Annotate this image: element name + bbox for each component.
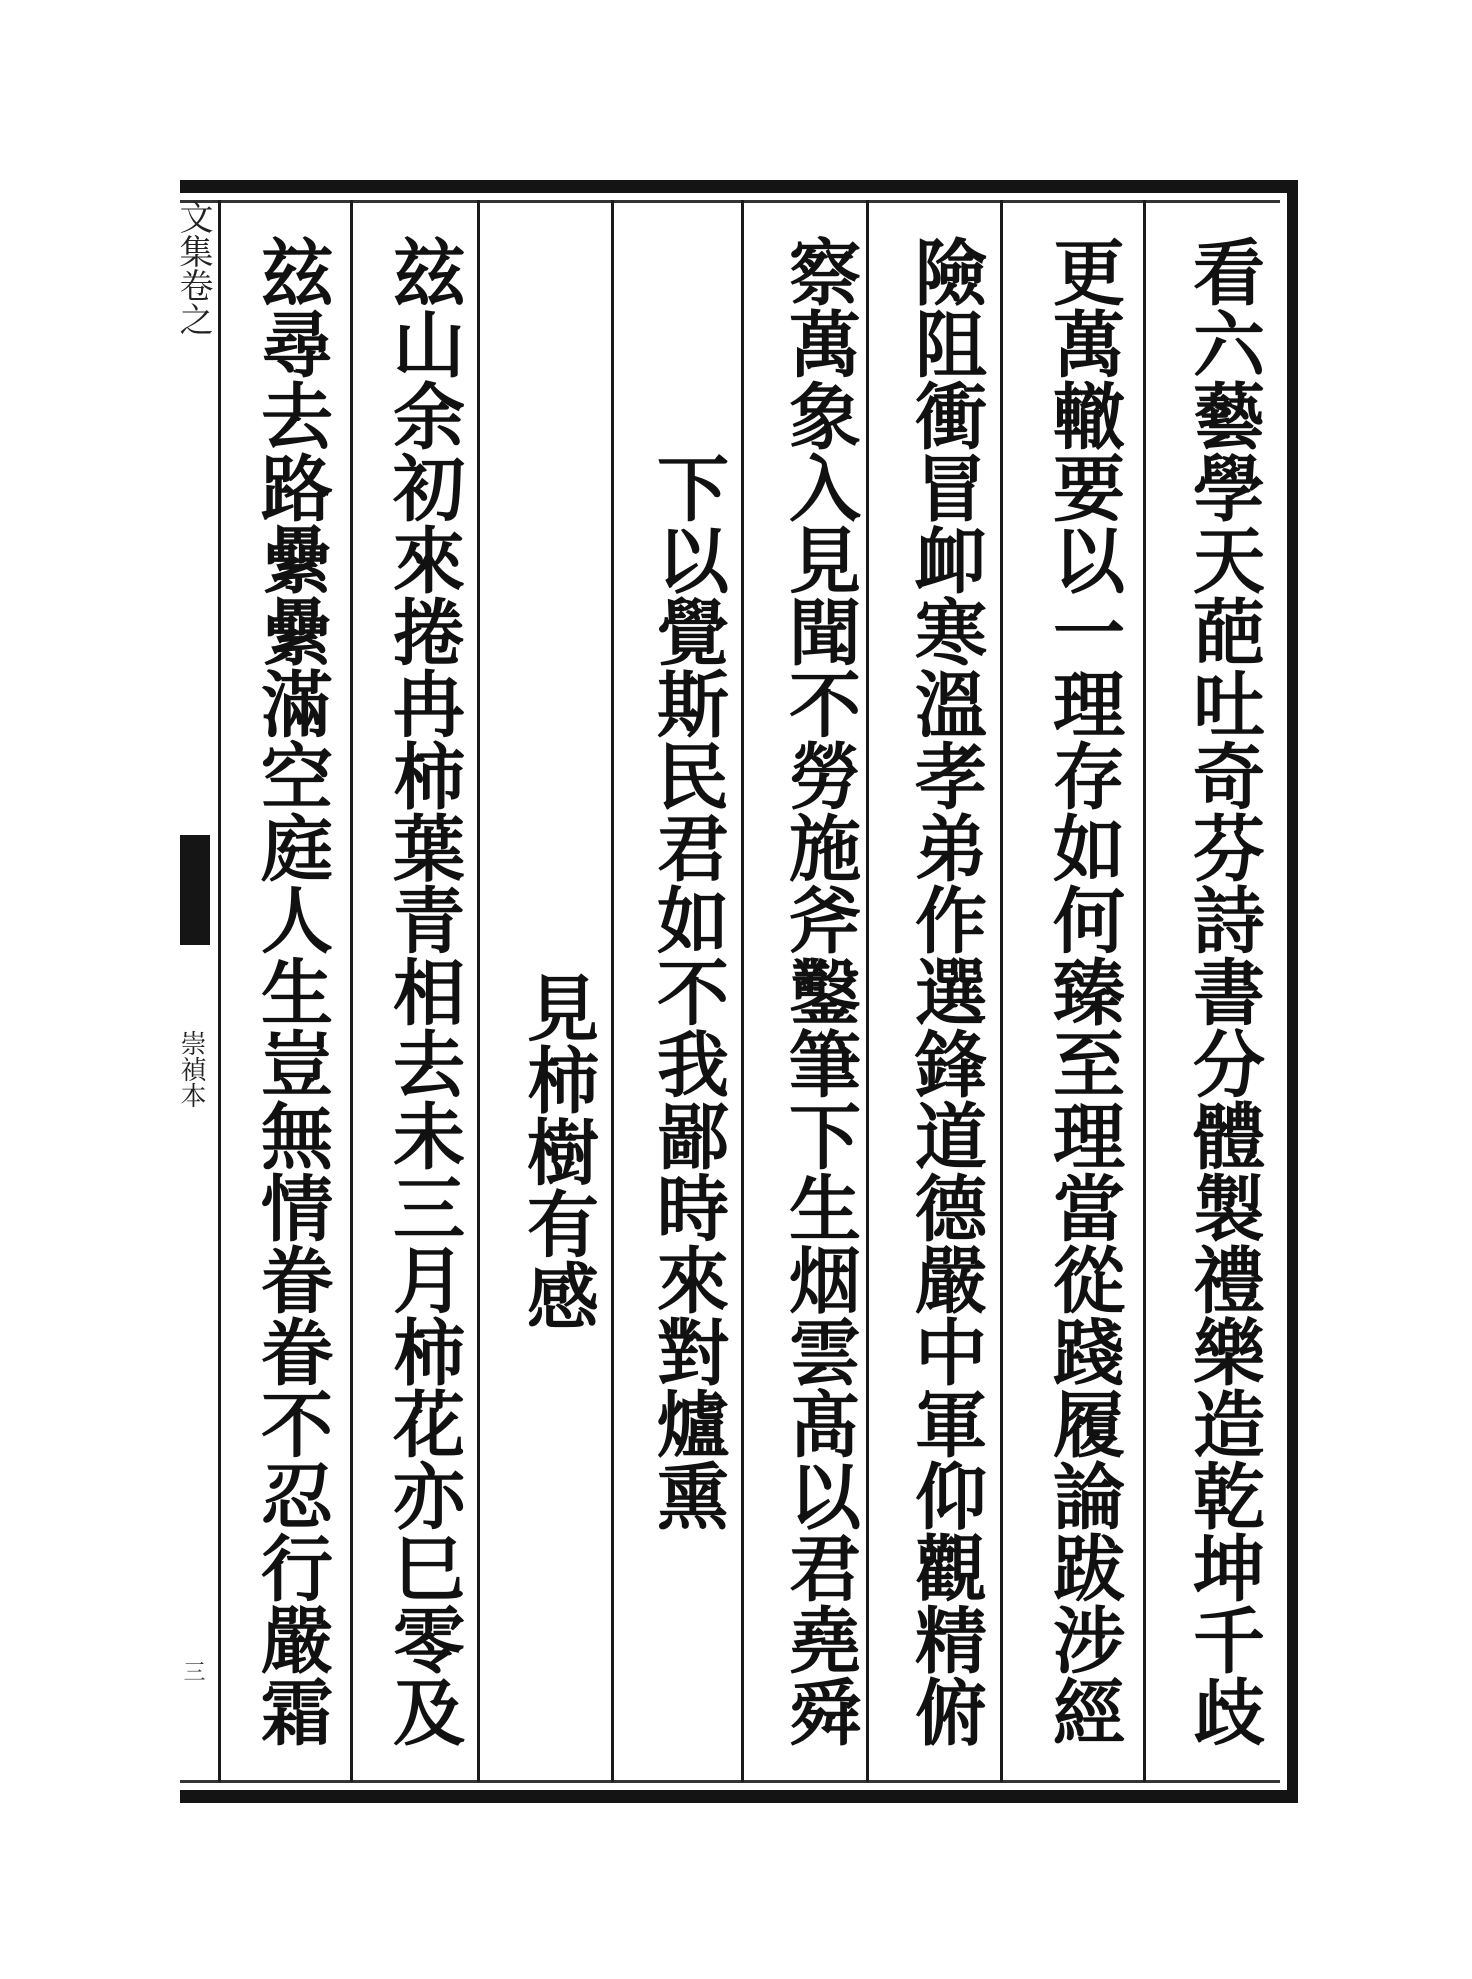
margin-title: 崇禎本 [176,1030,206,1108]
frame-right-border [1287,180,1298,1803]
text-column-8: 玆尋去路纍纍滿空庭人生豈無情眷眷不忍行嚴霜 [249,235,334,1747]
frame-bottom-border [180,1790,1298,1803]
frame-inner-bottom-line [180,1780,1280,1783]
column-rule [866,200,869,1782]
poem-title-column: 見柿樹有感 [515,971,600,1331]
column-rule [1143,200,1146,1782]
margin-page-number: 三 [180,1660,205,1682]
column-rule [477,200,480,1782]
text-column-1: 看六藝學天葩吐奇芬詩書分體製禮樂造乾坤千歧 [1181,235,1266,1747]
column-rule [1000,200,1003,1782]
margin-strip [173,200,218,1782]
text-column-5: 下以覺斯民君如不我鄙時來對爐熏 [645,451,730,1531]
column-rule [350,200,353,1782]
frame-top-border [180,180,1298,193]
text-column-7: 玆山余初來捲冉柿葉青相去未三月柿花亦巳零及 [381,235,466,1747]
margin-header: 文集卷之 [173,200,213,336]
text-column-2: 更萬轍要以一理存如何臻至理當從踐履論跋涉經 [1041,235,1126,1747]
frame-inner-top-line [180,200,1280,203]
text-column-4: 察萬象入見聞不勞施斧鑿筆下生烟雲髙以君堯舜 [777,235,862,1747]
fishtail-mark [180,835,210,945]
column-rule [611,200,614,1782]
column-rule [741,200,744,1782]
text-column-3: 險阻衝冒卹寒溫孝弟作選鋒道德嚴中軍仰觀精俯 [903,235,988,1747]
column-rule [218,200,221,1782]
